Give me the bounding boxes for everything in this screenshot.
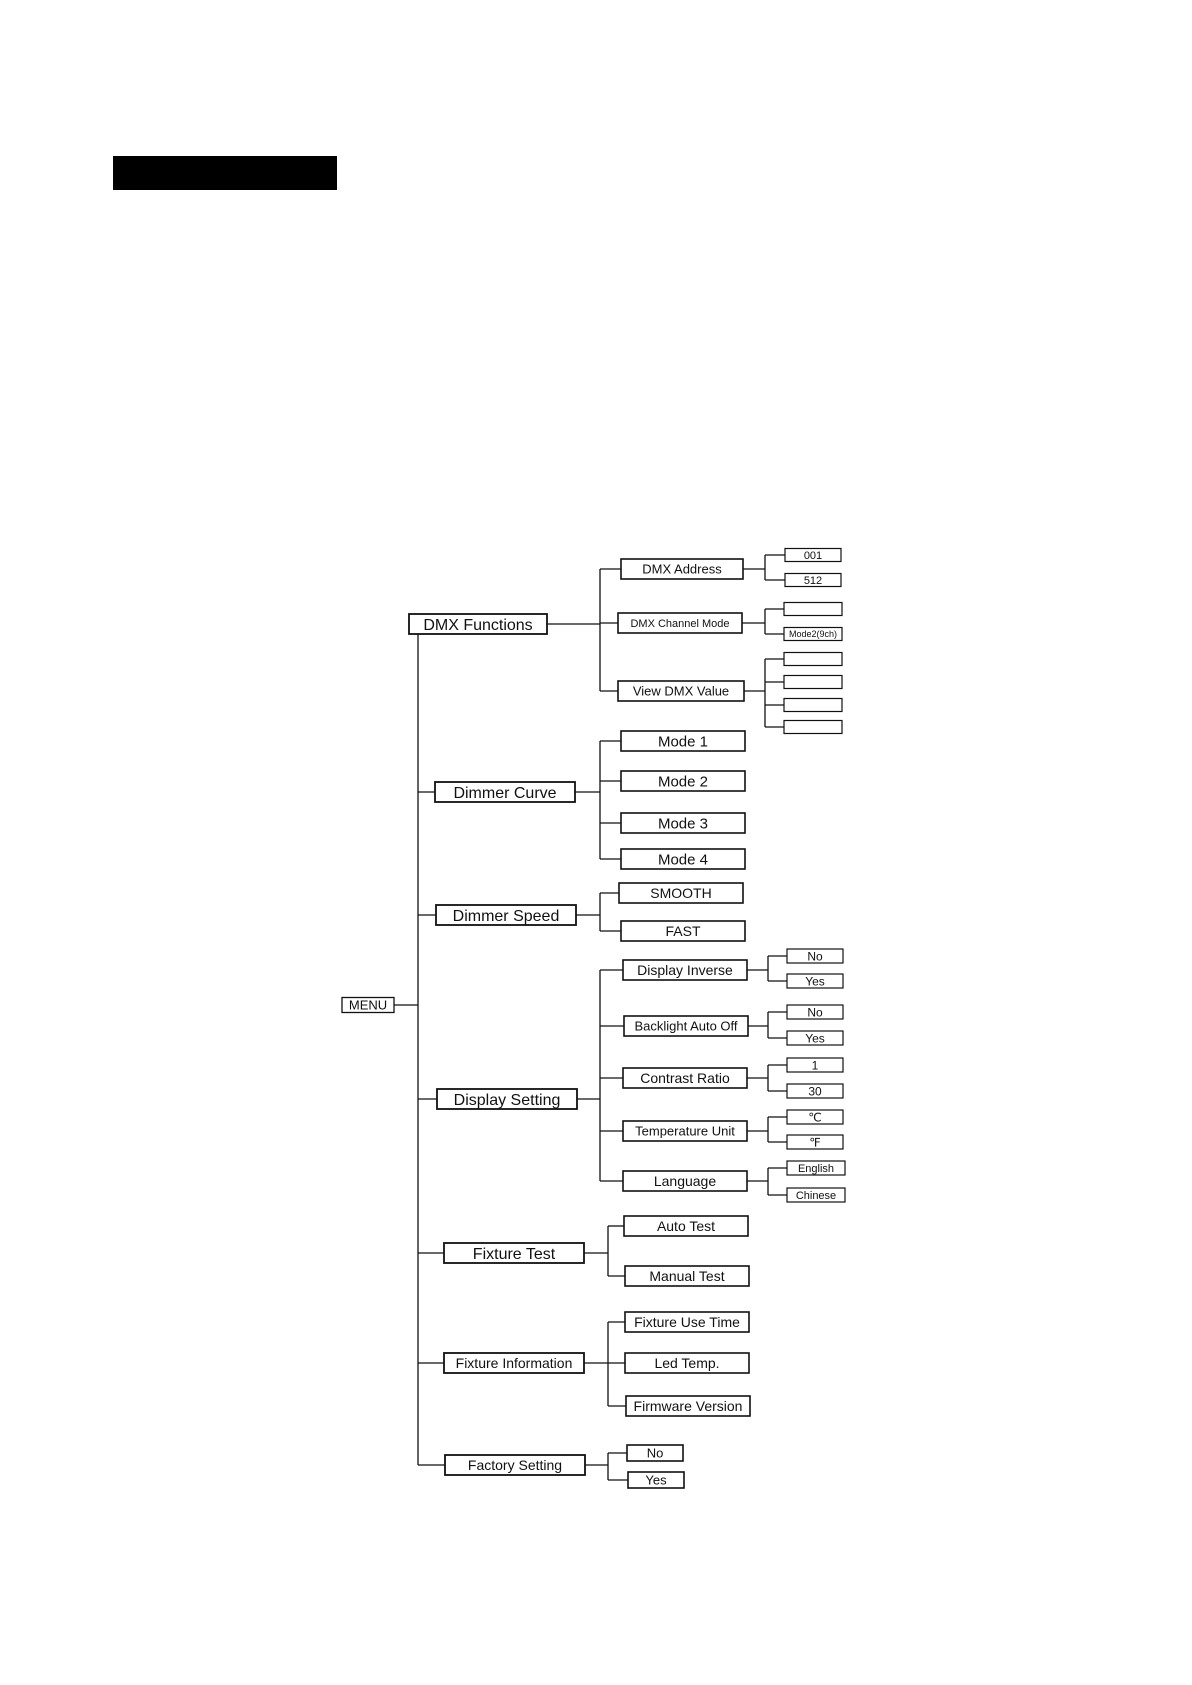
menu-dmx-functions-dmx-address-option-001	[785, 549, 841, 562]
menu-fixture-test-auto-test	[624, 1216, 748, 1236]
menu-dimmer-curve-mode-2-label: Mode 2	[657, 773, 709, 791]
menu-dimmer-speed	[436, 905, 576, 925]
menu-dmx-functions-dmx-channel-mode-option-mode2-9ch-label: Mode2(9ch)	[788, 629, 838, 640]
menu-display-setting	[437, 1089, 577, 1109]
menu-dmx-functions-view-dmx-value-option-4	[784, 721, 842, 734]
menu-factory-setting-no-label: No	[646, 1445, 664, 1461]
menu-dimmer-speed-label: Dimmer Speed	[452, 907, 560, 925]
menu-factory-setting-yes	[628, 1472, 684, 1488]
menu-dmx-functions-view-dmx-value-option-1-box	[784, 653, 842, 666]
menu-display-setting-backlight-auto-off-option-no-label: No	[807, 1005, 823, 1020]
menu-display-setting-backlight-auto-off-option-yes-label: Yes	[805, 1031, 825, 1046]
menu-display-setting-contrast-ratio-option-1-label: 1	[811, 1058, 819, 1073]
menu-display-setting-backlight-auto-off-option-yes	[787, 1031, 843, 1045]
menu-dmx-functions-dmx-channel-mode	[618, 613, 742, 633]
menu-display-setting-language-option-chinese-label: Chinese	[795, 1189, 837, 1202]
menu-fixture-information-led-temp	[625, 1353, 749, 1373]
menu-display-setting-temperature-unit	[623, 1121, 747, 1141]
menu-fixture-information-firmware-version	[626, 1396, 750, 1416]
menu-dimmer-speed-fast	[621, 921, 745, 941]
menu-display-setting-contrast-ratio	[623, 1068, 747, 1088]
menu-fixture-test-manual-test-label: Manual Test	[649, 1268, 725, 1285]
menu-display-setting-display-inverse	[623, 960, 747, 980]
menu-dmx-functions-view-dmx-value-option-4-box	[784, 721, 842, 734]
menu-dimmer-curve-mode-1-label: Mode 1	[657, 733, 709, 751]
menu-display-setting-backlight-auto-off-label: Backlight Auto Off	[634, 1018, 738, 1034]
menu-dimmer-curve-mode-4-label: Mode 4	[657, 851, 709, 869]
menu-dmx-functions-dmx-channel-mode-option-mode2-9ch	[784, 628, 842, 641]
menu-dmx-functions-dmx-address-option-512-label: 512	[803, 574, 823, 587]
menu-dimmer-curve	[435, 782, 575, 802]
menu-dmx-functions-view-dmx-value-option-2	[784, 676, 842, 689]
menu-dimmer-curve-mode-4	[621, 849, 745, 869]
menu-display-setting-display-inverse-option-no	[787, 949, 843, 963]
menu-display-setting-backlight-auto-off-option-no	[787, 1005, 843, 1019]
menu-root-label: MENU	[348, 997, 388, 1013]
menu-display-setting-language-label: Language	[653, 1173, 717, 1190]
menu-root	[342, 998, 394, 1013]
menu-dimmer-curve-mode-3	[621, 813, 745, 833]
menu-dmx-functions-view-dmx-value-option-1	[784, 653, 842, 666]
menu-display-setting-display-inverse-option-yes	[787, 974, 843, 988]
menu-dmx-functions-view-dmx-value-label: View DMX Value	[632, 683, 730, 699]
menu-display-setting-display-inverse-option-yes-label: Yes	[805, 974, 825, 989]
menu-dmx-functions-dmx-address-option-001-label: 001	[803, 549, 823, 562]
menu-dimmer-curve-mode-1	[621, 731, 745, 751]
menu-display-setting-language-option-english-label: English	[797, 1162, 835, 1175]
menu-dmx-functions-label: DMX Functions	[423, 616, 533, 634]
menu-fixture-information-label: Fixture Information	[455, 1355, 573, 1372]
menu-dmx-functions-dmx-channel-mode-label: DMX Channel Mode	[630, 617, 730, 630]
menu-display-setting-contrast-ratio-option-30	[787, 1084, 843, 1098]
menu-fixture-information-fixture-use-time-label: Fixture Use Time	[634, 1314, 740, 1331]
menu-dimmer-curve-mode-3-label: Mode 3	[657, 815, 709, 833]
menu-dimmer-curve-label: Dimmer Curve	[453, 784, 557, 802]
menu-dmx-functions-dmx-channel-mode-option-1	[784, 603, 842, 616]
menu-display-setting-temperature-unit-option-blank-label: ℃	[808, 1110, 822, 1125]
menu-display-setting-language-option-english	[787, 1161, 845, 1175]
menu-dmx-functions-dmx-address-label: DMX Address	[642, 561, 722, 577]
menu-dmx-functions-view-dmx-value-option-2-box	[784, 676, 842, 689]
menu-display-setting-backlight-auto-off	[624, 1016, 748, 1036]
menu-factory-setting	[445, 1455, 585, 1475]
menu-dmx-functions-view-dmx-value-option-3	[784, 699, 842, 712]
menu-fixture-test-label: Fixture Test	[472, 1245, 556, 1263]
menu-dmx-functions-dmx-address	[621, 559, 743, 579]
menu-fixture-information-firmware-version-label: Firmware Version	[633, 1398, 743, 1415]
menu-factory-setting-no	[627, 1445, 683, 1461]
menu-dimmer-speed-fast-label: FAST	[665, 923, 701, 940]
menu-display-setting-contrast-ratio-label: Contrast Ratio	[640, 1070, 730, 1087]
menu-dmx-functions-dmx-address-option-512	[785, 574, 841, 587]
menu-dmx-functions-view-dmx-value	[618, 681, 744, 701]
menu-fixture-information-led-temp-label: Led Temp.	[654, 1355, 720, 1372]
menu-display-setting-language	[623, 1171, 747, 1191]
menu-display-setting-display-inverse-option-no-label: No	[807, 949, 823, 964]
menu-fixture-test-auto-test-label: Auto Test	[656, 1218, 716, 1235]
menu-dmx-functions	[409, 614, 547, 634]
menu-display-setting-temperature-unit-option-blank-label: ℉	[809, 1135, 821, 1150]
menu-display-setting-label: Display Setting	[453, 1091, 561, 1109]
menu-display-setting-contrast-ratio-option-1	[787, 1058, 843, 1072]
menu-dimmer-speed-smooth	[619, 883, 743, 903]
menu-dimmer-speed-smooth-label: SMOOTH	[650, 885, 712, 902]
menu-dmx-functions-view-dmx-value-option-3-box	[784, 699, 842, 712]
menu-display-setting-display-inverse-label: Display Inverse	[637, 962, 733, 979]
menu-fixture-information	[444, 1353, 584, 1373]
menu-display-setting-temperature-unit-option-blank	[787, 1135, 843, 1149]
menu-factory-setting-yes-label: Yes	[645, 1472, 667, 1488]
menu-fixture-test	[444, 1243, 584, 1263]
menu-display-setting-contrast-ratio-option-30-label: 30	[808, 1084, 822, 1099]
menu-factory-setting-label: Factory Setting	[467, 1457, 563, 1474]
menu-display-setting-temperature-unit-label: Temperature Unit	[635, 1123, 735, 1139]
menu-display-setting-language-option-chinese	[787, 1188, 845, 1202]
menu-display-setting-temperature-unit-option-blank	[787, 1110, 843, 1124]
menu-dmx-functions-dmx-channel-mode-option-1-box	[784, 603, 842, 616]
menu-dimmer-curve-mode-2	[621, 771, 745, 791]
menu-fixture-information-fixture-use-time	[625, 1312, 749, 1332]
menu-fixture-test-manual-test	[625, 1266, 749, 1286]
